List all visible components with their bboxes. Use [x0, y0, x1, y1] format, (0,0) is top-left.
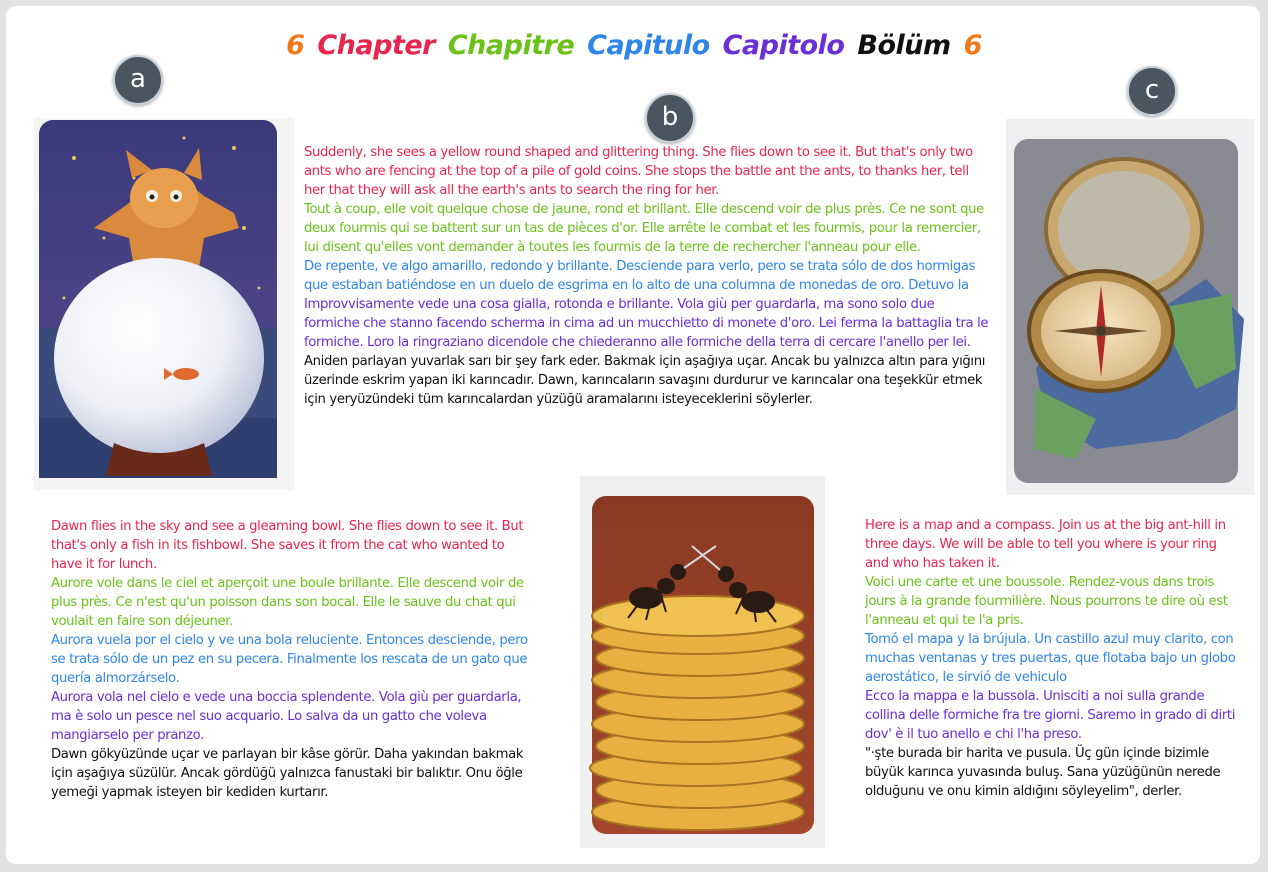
- section-a-french: Aurore vole dans le ciel et aperçoit une boule brillante. Elle descend voir de plus près. Ce n'est qu'un poisson dans son bocal. Elle le sauve du chat qui voulait en faire son déjeuner.: [51, 576, 524, 629]
- title-bolum: Bölüm: [857, 30, 951, 61]
- section-a-italian: Aurora vola nel cielo e vede una boccia splendente. Vola giù per guardarla, ma è solo un pesce nel suo acquario. Lo salva da un gatto che voleva mangiarselo per pranzo.: [51, 690, 522, 743]
- section-c-text: [865, 516, 1237, 801]
- section-b-english: Suddenly, she sees a yellow round shaped and glittering thing. She flies down to see it. But that's only two ants who are fencing at the top of a pile of gold coins. She stops the battle ant the ants, to thanks her, tell her that they will ask all the earth's ants to search the ring for her.: [304, 145, 973, 198]
- title-capitolo: Capitolo: [722, 30, 845, 61]
- section-c-french: Voici une carte et une boussole. Rendez-vous dans trois jours à la grande fourmilière. Nous pourrons te dire où est l'anneau et qui te l'a pris.: [865, 575, 1228, 628]
- section-b-text: [304, 143, 992, 409]
- section-c-spanish: Tomó el mapa y la brújula. Un castillo azul muy clarito, con muchas ventanas y tres puertas, que flotaba bajo un globo aerostático, le sirvió de vehiculo: [865, 632, 1236, 685]
- title-chapter: Chapter: [317, 30, 435, 61]
- card-image-b: [580, 476, 825, 848]
- section-b-spanish: De repente, ve algo amarillo, redondo y brillante. Desciende para verlo, pero se trata sólo de dos hormigas que estaban batiéndose en un duelo de esgrima en lo alto de una columna de monedas de oro. Detuvo la: [304, 259, 976, 293]
- section-b-italian: Improvvisamente vede una cosa gialla, rotonda e brillante. Vola giù per guardarla, ma sono solo due formiche che stanno facendo scherma in cima ad un mucchietto di monete d'oro. Lei ferma la battaglia tra le formiche. Loro la ringraziano dicendole che chiederanno alle formiche della terra di cercare l'anello per lei.: [304, 297, 989, 350]
- chapter-title: [0, 30, 1268, 61]
- title-chapitre: Chapitre: [447, 30, 575, 61]
- section-a-english: Dawn flies in the sky and see a gleaming bowl. She flies down to see it. But that's only a fish in its fishbowl. She saves it from the cat who wanted to have it for lunch.: [51, 519, 524, 572]
- title-number-right: 6: [963, 30, 982, 61]
- section-c-english: Here is a map and a compass. Join us at the big ant-hill in three days. We will be able to tell you where is your ring and who has taken it.: [865, 518, 1226, 571]
- section-b-french: Tout à coup, elle voit quelque chose de jaune, rond et brillant. Elle descend voir de plus près. Ce ne sont que deux fourmis qui se battent sur un tas de pièces d'or. Elle arrête le combat et les fourmis, pour la remercier, lui disent qu'elles vont demander à toutes les fourmis de la terre de rechercher l'anneau pour elle.: [304, 202, 984, 255]
- badge-b: b: [645, 93, 695, 143]
- badge-c: c: [1127, 66, 1177, 116]
- card-image-a: [34, 118, 294, 490]
- card-image-c: [1006, 119, 1254, 495]
- section-a-text: [51, 517, 533, 802]
- section-b-turkish: Aniden parlayan yuvarlak sarı bir şey fark eder. Bakmak için aşağıya uçar. Ancak bu yalnızca altın para yığını üzerinde eskrim yapan iki karıncadır. Dawn, karıncaların savaşını durdurur ve karıncalar ona teşekkür etmek için yeryüzündeki tüm karıncalardan yüzüğü aramalarını isteyeceklerini söylerler.: [304, 354, 986, 407]
- title-capitulo: Capitulo: [587, 30, 710, 61]
- badge-a: a: [113, 55, 163, 105]
- title-number-left: 6: [286, 30, 305, 61]
- section-c-turkish: "·şte burada bir harita ve pusula. Üç gün içinde bizimle büyük karınca yuvasında buluş. Sana yüzüğünün nerede olduğunu ve onu kimin aldığını söyleyelim", derler.: [865, 746, 1221, 799]
- section-a-spanish: Aurora vuela por el cielo y ve una bola reluciente. Entonces desciende, pero se trata sólo de un pez en su pecera. Finalmente los rescata de un gato que quería almorzárselo.: [51, 633, 528, 686]
- section-a-turkish: Dawn gökyüzünde uçar ve parlayan bir kâse görür. Daha yakından bakmak için aşağıya süzülür. Ancak gördüğü yalnızca fanustaki bir balıktır. Onu öğle yemeği yapmak isteyen bir kediden kurtarır.: [51, 747, 524, 800]
- section-c-italian: Ecco la mappa e la bussola. Unisciti a noi sulla grande collina delle formiche fra tre giorni. Saremo in grado di dirti dov' è il tuo anello e chi l'ha preso.: [865, 689, 1236, 742]
